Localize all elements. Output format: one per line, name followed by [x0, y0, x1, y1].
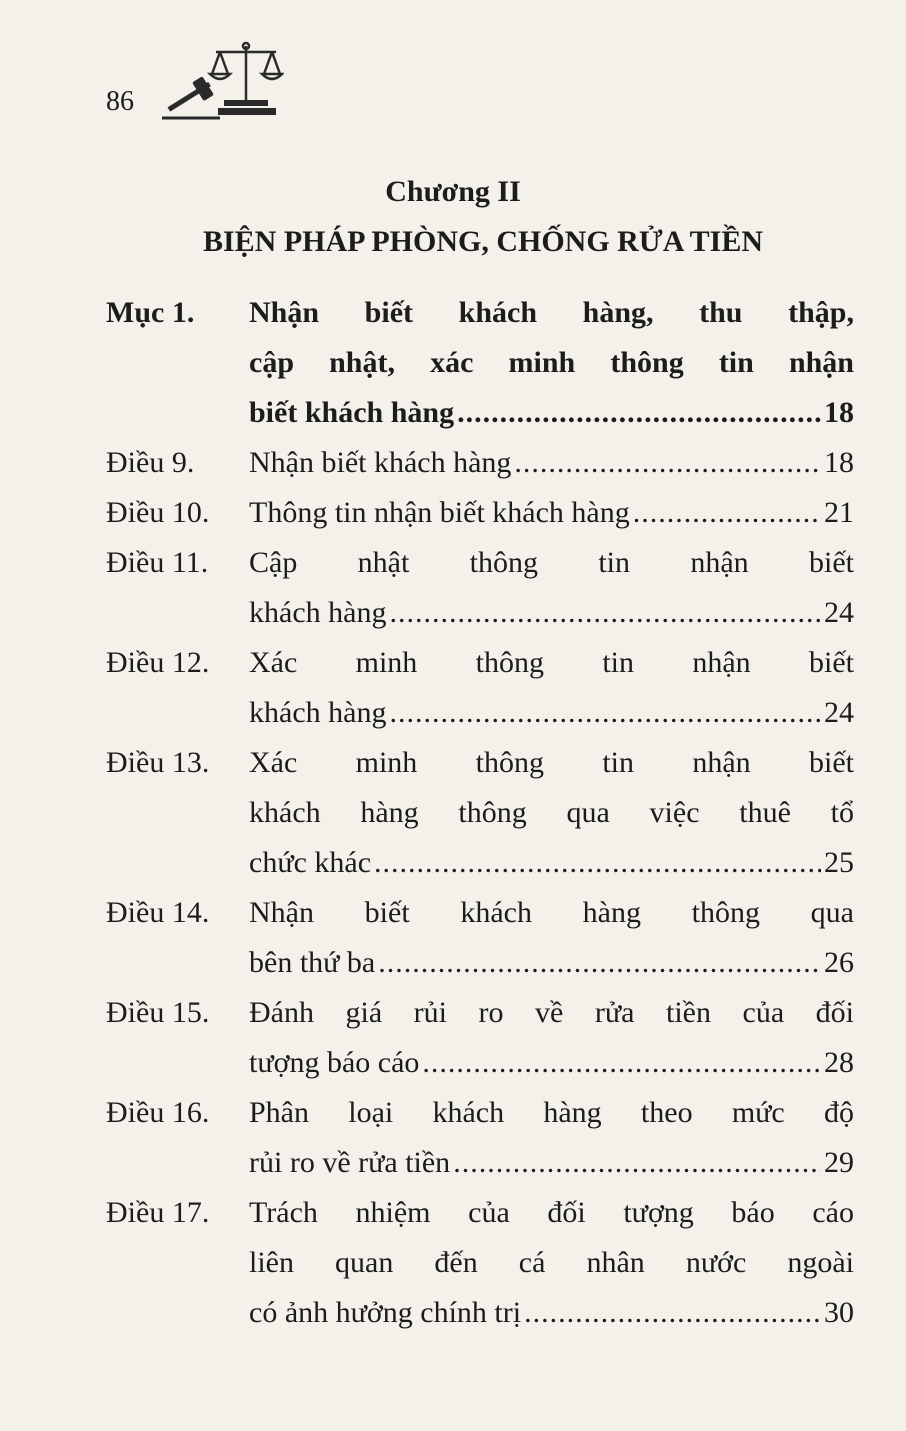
toc-entry-line: Xác minh thông tin nhận biết — [249, 746, 854, 779]
toc-entry — [106, 438, 854, 488]
toc-entry-page: 25 — [824, 846, 854, 879]
toc-entry-page: 24 — [824, 696, 854, 729]
toc-entry-line: khách hàng thông qua việc thuê tổ — [249, 796, 854, 829]
toc-section-label: Mục 1. — [106, 296, 195, 329]
toc-entry — [106, 538, 854, 638]
toc-entry-label: Điều 9. — [106, 446, 195, 479]
toc-entry-line: Nhận biết khách hàng thông qua — [249, 896, 854, 929]
toc-section — [106, 288, 854, 438]
scales-of-justice-and-gavel-icon — [160, 38, 284, 122]
dot-leader — [389, 688, 821, 738]
dot-leader — [389, 588, 821, 638]
dot-leader — [524, 1288, 821, 1338]
toc-entry — [106, 1188, 854, 1338]
dot-leader — [453, 1138, 821, 1188]
toc-section-page: 18 — [824, 396, 854, 429]
toc-entry-label: Điều 16. — [106, 1096, 210, 1129]
toc-entry-title: tượng báo cáo — [249, 1046, 420, 1079]
table-of-contents — [106, 288, 854, 1338]
toc-section-line: Nhận biết khách hàng, thu thập, — [249, 296, 854, 329]
toc-entry — [106, 638, 854, 738]
toc-entry-line: Phân loại khách hàng theo mức độ — [249, 1096, 854, 1129]
toc-entry-label: Điều 10. — [106, 496, 210, 529]
chapter-subtitle: BIỆN PHÁP PHÒNG, CHỐNG RỬA TIỀN — [202, 225, 764, 258]
toc-entry — [106, 488, 854, 538]
dot-leader — [422, 1038, 821, 1088]
toc-entry-page: 28 — [824, 1046, 854, 1079]
toc-entry-page: 21 — [824, 496, 854, 529]
toc-entry — [106, 888, 854, 988]
toc-section-line: cập nhật, xác minh thông tin nhận — [249, 346, 854, 379]
toc-section-last-line: biết khách hàng — [249, 396, 455, 429]
toc-entry-line: Đánh giá rủi ro về rửa tiền của đối — [249, 996, 854, 1029]
toc-entry-title: có ảnh hưởng chính trị — [249, 1296, 522, 1329]
toc-entry-line: Trách nhiệm của đối tượng báo cáo — [249, 1196, 854, 1229]
toc-entry — [106, 738, 854, 888]
toc-entry-title: bên thứ ba — [249, 946, 376, 979]
dot-leader — [514, 438, 821, 488]
toc-entry-label: Điều 17. — [106, 1196, 210, 1229]
toc-entry-page: 29 — [824, 1146, 854, 1179]
dot-leader — [457, 388, 821, 438]
toc-entry-title: chức khác — [249, 846, 372, 879]
toc-entry-page: 30 — [824, 1296, 854, 1329]
dot-leader — [633, 488, 821, 538]
toc-entry-line: Cập nhật thông tin nhận biết — [249, 546, 854, 579]
toc-entry-title: rủi ro về rửa tiền — [249, 1146, 451, 1179]
page-number: 86 — [106, 86, 134, 117]
toc-entry-line: Xác minh thông tin nhận biết — [249, 646, 854, 679]
toc-entry-title: Thông tin nhận biết khách hàng — [249, 496, 630, 529]
toc-entry — [106, 1088, 854, 1188]
toc-entry-line: liên quan đến cá nhân nước ngoài — [249, 1246, 854, 1279]
toc-entry-label: Điều 13. — [106, 746, 210, 779]
toc-entry-label: Điều 15. — [106, 996, 210, 1029]
toc-entry-title: khách hàng — [249, 596, 387, 629]
toc-entry-label: Điều 14. — [106, 896, 210, 929]
toc-entry — [106, 988, 854, 1088]
toc-entry-page: 18 — [824, 446, 854, 479]
chapter-title: Chương II — [385, 175, 521, 208]
toc-entry-page: 24 — [824, 596, 854, 629]
toc-entry-label: Điều 11. — [106, 546, 209, 579]
toc-entry-title: Nhận biết khách hàng — [249, 446, 512, 479]
dot-leader — [374, 838, 821, 888]
toc-entry-title: khách hàng — [249, 696, 387, 729]
toc-entry-page: 26 — [824, 946, 854, 979]
toc-entry-label: Điều 12. — [106, 646, 210, 679]
dot-leader — [378, 938, 821, 988]
